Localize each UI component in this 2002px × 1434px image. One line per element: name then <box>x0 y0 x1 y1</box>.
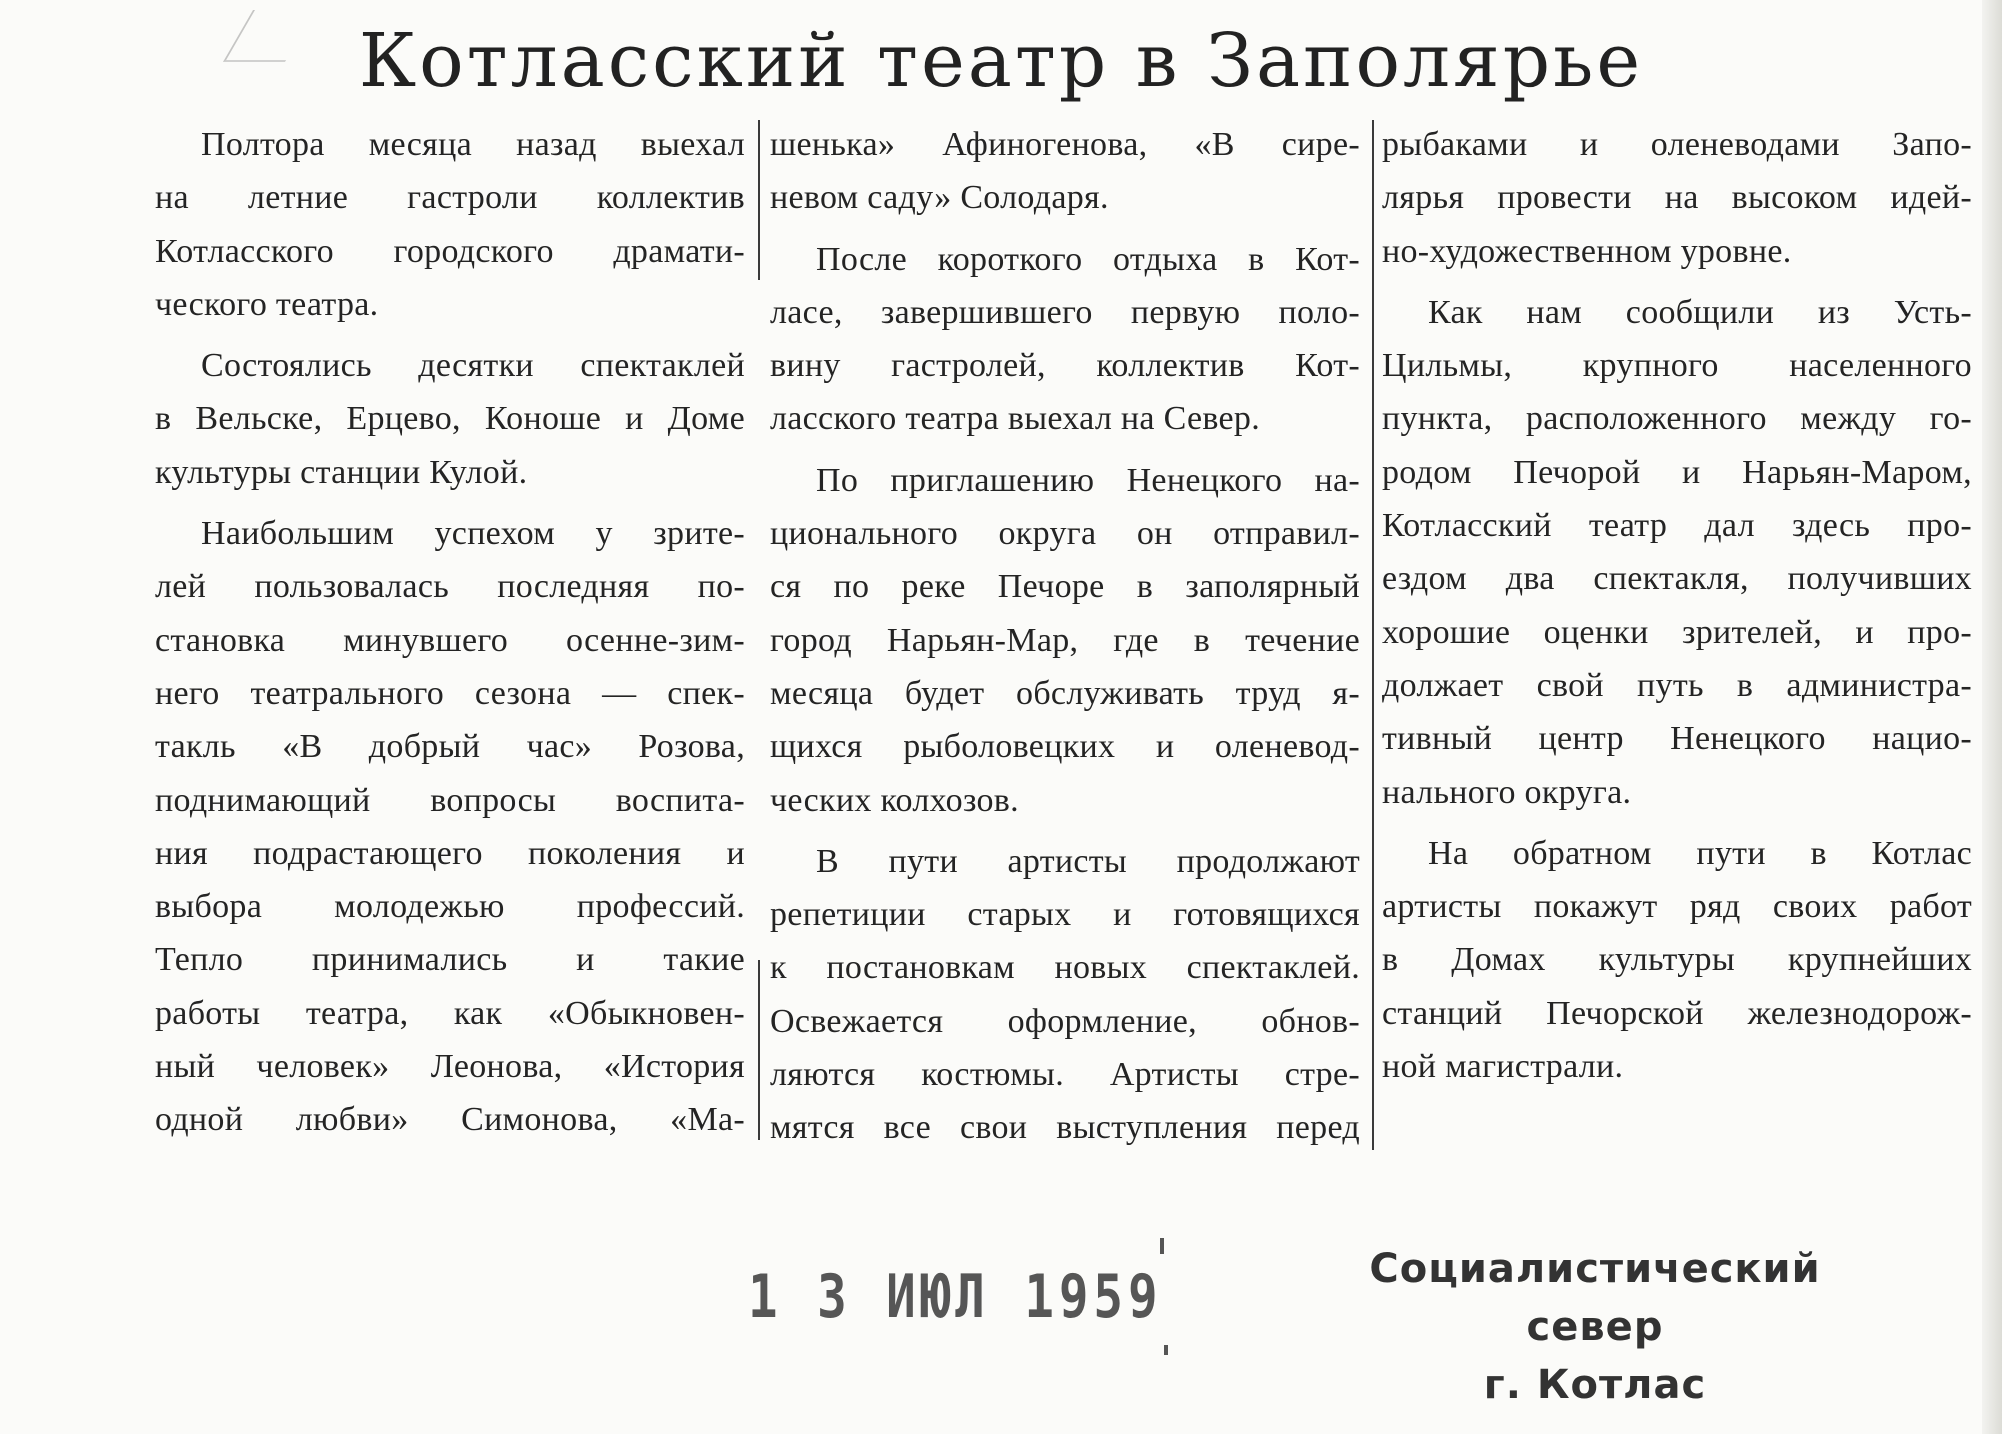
text-line: ческих колхозов. <box>770 781 1019 819</box>
text-line: на летние гастроли коллектив <box>155 179 745 217</box>
text-line: ласского театра выехал на Север. <box>770 400 1261 438</box>
text-line: работы театра, как «Обыкновен- <box>155 994 745 1032</box>
text-line: становка минувшего осенне-зим- <box>155 621 745 659</box>
article-headline: Котласский театр в Заполярье <box>358 18 1644 104</box>
page-edge-shadow <box>1982 0 2002 1434</box>
text-line: в Вельске, Ерцево, Коноше и Доме <box>155 400 745 438</box>
text-line: город Нарьян-Мар, где в течение <box>770 621 1360 659</box>
column-rule-1 <box>758 120 760 280</box>
date-stamp: 1 3 ИЮЛ 1959 <box>748 1262 1163 1332</box>
text-line: ной магистрали. <box>1382 1048 1624 1086</box>
text-line: к постановкам новых спектаклей. <box>770 949 1360 987</box>
text-line: Тепло принимались и такие <box>155 941 745 979</box>
text-line: На обратном пути в Котлас <box>1428 834 1972 872</box>
text-line: родом Печорой и Нарьян-Маром, <box>1382 453 1972 491</box>
text-line: хорошие оценки зрителей, и про- <box>1382 613 1972 651</box>
text-line: тивный центр Ненецкого нацио- <box>1382 720 1972 758</box>
text-line: выбора молодежью профессий. <box>155 888 745 926</box>
newspaper-city: г. Котлас <box>1483 1362 1707 1408</box>
newspaper-name: Социалистический север <box>1369 1246 1821 1350</box>
text-line: рыбаками и оленеводами Запо- <box>1382 126 1972 163</box>
text-line: культуры станции Кулой. <box>155 453 528 491</box>
ink-speck <box>1160 1238 1164 1254</box>
text-line: Наибольшим успехом у зрите- <box>201 515 745 553</box>
text-line: поднимающий вопросы воспита- <box>155 781 745 819</box>
ink-speck <box>1164 1345 1168 1355</box>
text-line: щихся рыболовецких и оленевод- <box>770 728 1360 766</box>
text-line: репетиции старых и готовящихся <box>770 896 1360 934</box>
source-attribution <box>1330 1240 1860 1414</box>
text-line: артисты покажут ряд своих работ <box>1382 888 1972 926</box>
paragraph-gap <box>770 446 1360 454</box>
text-line: вину гастролей, коллектив Кот- <box>770 347 1360 385</box>
text-line: лярья провести на высоком идей- <box>1382 179 1972 217</box>
text-line: В пути артисты продолжают <box>816 842 1360 880</box>
text-line: ный человек» Леонова, «История <box>155 1048 745 1086</box>
text-line: Котласский театр дал здесь про- <box>1382 507 1972 545</box>
text-line: После короткого отдыха в Кот- <box>816 240 1360 278</box>
text-line: мятся все свои выступления перед <box>770 1109 1360 1147</box>
text-line: Цильмы, крупного населенного <box>1382 347 1972 385</box>
text-line: Котласского городского драмати- <box>155 232 745 270</box>
article-column-1 <box>155 118 745 1147</box>
text-line: ционального округа он отправил- <box>770 515 1360 553</box>
text-line: Освежается оформление, обнов- <box>770 1002 1360 1040</box>
text-line: Состоялись десятки спектаклей <box>201 347 745 385</box>
text-line: месяца будет обслуживать труд я- <box>770 674 1360 712</box>
text-line: лей пользовалась последняя по- <box>155 568 745 606</box>
paragraph-gap <box>1382 278 1972 286</box>
text-line: ния подрастающего поколения и <box>155 834 745 872</box>
text-line: пункта, расположенного между го- <box>1382 400 1972 438</box>
article-column-2 <box>770 118 1360 1155</box>
paragraph-gap <box>1382 819 1972 827</box>
text-line: ездом два спектакля, получивших <box>1382 560 1972 598</box>
paragraph-gap <box>770 827 1360 835</box>
text-line: станций Печорской железнодорож- <box>1382 994 1972 1032</box>
text-line: Как нам сообщили из Усть- <box>1428 293 1972 331</box>
text-line: ласе, завершившего первую поло- <box>770 293 1360 331</box>
text-line: него театрального сезона — спек- <box>155 674 745 712</box>
article-column-3 <box>1382 118 1972 1093</box>
text-line: такль «В добрый час» Розова, <box>155 728 745 766</box>
text-line: ческого театра. <box>155 285 379 323</box>
text-line: шенька» Афиногенова, «В сире- <box>770 126 1360 163</box>
text-line: невом саду» Солодаря. <box>770 179 1109 217</box>
text-line: одной любви» Симонова, «Ма- <box>155 1101 745 1139</box>
column-rule-2 <box>1372 120 1374 1150</box>
text-line: Полтора месяца назад выехал <box>201 126 745 163</box>
text-line: ся по реке Печоре в заполярный <box>770 568 1360 606</box>
text-line: ляются костюмы. Артисты стре- <box>770 1056 1360 1094</box>
text-line: в Домах культуры крупнейших <box>1382 941 1972 979</box>
text-line: но-художественном уровне. <box>1382 232 1792 270</box>
text-line: должает свой путь в администра- <box>1382 666 1972 704</box>
paragraph-gap <box>770 225 1360 233</box>
text-line: нального округа. <box>1382 773 1632 811</box>
paragraph-gap <box>155 499 745 507</box>
column-rule-1-lower <box>758 960 760 1140</box>
paragraph-gap <box>155 331 745 339</box>
text-line: По приглашению Ненецкого на- <box>816 461 1360 499</box>
